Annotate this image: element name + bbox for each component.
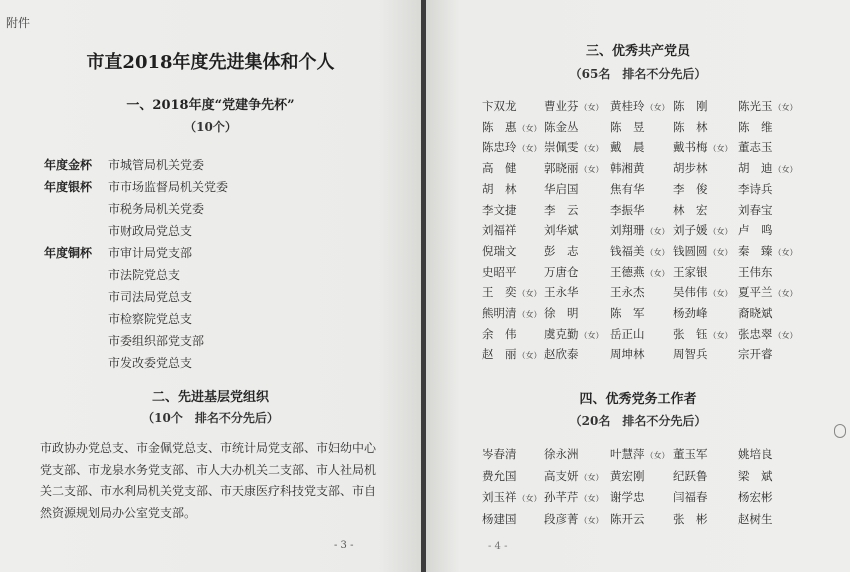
person-name: 赵树生 [738,511,773,526]
bronze-org-item: 市发改委党总支 [108,356,193,370]
page-number: - 3 - [334,540,354,551]
section2-body: 市政协办党总支、市金佩党总支、市统计局党支部、市妇幼中心党支部、市龙泉水务党支部、市人大办机关二支部、市人社局机关二支部、市水利局机关党支部、市天康医疗科技党支部、市自然资源规划局办公室党支部。 [40,441,377,520]
document-title: 市直2018年度先进集体和个人 [86,52,335,73]
person-name: 胡步林 [673,161,708,176]
party-member-name [673,222,733,238]
person-name: 余 伟 [482,326,517,341]
bronze-org-item: 市法院党总支 [108,268,181,282]
annex-label: 附件 [6,16,31,30]
party-member-name [544,160,604,176]
binding-ring [834,424,846,438]
person-name: 卢 鸣 [738,223,773,238]
party-member-name [738,326,798,342]
party-worker-name [544,511,604,527]
person-name: 黄桂玲 [610,99,645,113]
person-name: 韩湘黄 [610,161,645,176]
person-name: 陈 惠 [482,119,517,134]
person-name: 李诗兵 [738,181,773,196]
party-member-name [610,305,645,321]
party-member-name [673,305,708,321]
person-name: 钱圆圆 [673,243,708,258]
party-member-name [610,202,645,218]
person-name: 倪瑞文 [482,243,517,258]
party-member-name [738,222,773,238]
bronze-org-item: 市司法局党总支 [108,290,193,304]
person-name: 黄宏刚 [610,468,645,483]
party-member-name [482,98,517,114]
party-worker-name [544,489,604,505]
party-member-name [544,222,579,238]
person-name: 曹业芬 [544,99,579,113]
party-member-name [610,160,645,176]
party-member-name [482,264,517,280]
party-worker-name [738,511,773,527]
person-name: 林 宏 [673,202,708,217]
right-page [426,0,850,572]
party-member-name [673,160,708,176]
party-member-name [482,160,517,176]
party-member-name [738,160,798,176]
person-name: 王德燕 [610,264,645,279]
person-name: 王 奕 [482,285,517,300]
person-name: 赵欣泰 [544,347,579,362]
party-member-name [738,346,773,362]
person-name: 高 健 [482,161,517,176]
gender-note: （女） [773,165,798,175]
gender-note: （女） [645,103,670,112]
person-name: 钱福美 [610,243,645,258]
person-name: 周智兵 [673,347,708,362]
party-member-name [610,346,645,362]
person-name: 李文捷 [482,202,517,217]
person-name: 徐永洲 [544,447,579,461]
party-member-name [544,346,579,362]
gender-note: （女） [645,451,670,460]
silver-org-item: 市税务局机关党委 [108,202,205,216]
gender-note: （女） [773,103,798,112]
person-name: 张 钰 [673,326,708,341]
party-member-name [673,243,733,259]
party-member-name [610,326,645,342]
party-member-name [482,346,542,362]
party-member-name [482,222,517,238]
party-member-name [544,119,579,135]
bronze-cup-label: 年度铜杯 [44,246,93,260]
section4-title: 四、优秀党务工作者 [579,392,697,407]
gender-note: （女） [579,494,604,503]
party-member-name [610,119,645,135]
person-name: 陈 昱 [610,119,645,134]
gender-note: （女） [579,515,604,525]
person-name: 刘福祥 [482,223,517,238]
party-worker-name [544,468,604,484]
party-member-name [544,305,579,321]
person-name: 宗开睿 [738,347,773,362]
person-name: 李振华 [610,202,645,217]
gender-note: （女） [773,330,798,340]
party-worker-name [673,489,708,505]
gender-note: （女） [708,330,733,340]
gender-note: （女） [773,247,798,257]
party-member-name [673,202,708,218]
party-worker-name [738,468,773,484]
party-member-name [738,202,773,218]
party-worker-name [673,468,708,484]
person-name: 周坤林 [610,347,645,362]
party-worker-name [738,446,773,462]
party-member-name [544,202,579,218]
person-name: 陈光玉 [738,99,773,113]
person-name: 王家银 [673,264,708,279]
person-name: 王永华 [544,285,579,300]
person-name: 熊明清 [482,306,517,320]
party-member-name [544,326,604,342]
person-name: 郭晓丽 [544,161,579,176]
person-name: 戴 晨 [610,140,645,155]
person-name: 王永杰 [610,285,645,300]
party-member-name [738,305,773,321]
party-member-name [738,139,773,155]
section4-count: （20名 排名不分先后） [569,414,707,428]
person-name: 万唐仓 [544,264,579,279]
section2-title: 二、先进基层党组织 [151,390,269,405]
gender-note: （女） [708,227,733,237]
party-member-name [673,284,733,300]
person-name: 刘翔珊 [610,223,645,238]
person-name: 胡 林 [482,181,517,196]
person-name: 杨劲峰 [673,306,708,320]
gender-note: （女） [517,144,542,154]
party-member-name [673,139,733,155]
person-name: 崇佩雯 [544,140,579,155]
person-name: 谢学忠 [610,490,645,504]
person-name: 刘子媛 [673,223,708,238]
party-worker-name [482,511,517,527]
person-name: 陈 维 [738,119,773,134]
section2-count: （10个 排名不分先后） [142,411,279,425]
person-name: 岑春清 [482,447,517,461]
silver-cup-label: 年度银杯 [44,180,93,194]
gender-note: （女） [517,289,542,299]
party-member-name [673,326,733,342]
gender-note: （女） [645,227,670,237]
person-name: 费允国 [482,468,517,483]
person-name: 叶慧萍 [610,447,645,461]
person-name: 陈 林 [673,119,708,134]
party-worker-name [610,511,645,527]
person-name: 虞克勤 [544,326,579,341]
person-name: 杨宏彬 [738,490,773,504]
party-member-name [482,243,517,259]
gender-note: （女） [708,247,733,257]
person-name: 刘华斌 [544,223,579,238]
party-worker-name [738,489,773,505]
person-name: 李 云 [544,202,579,217]
person-name: 高支妍 [544,468,579,483]
person-name: 李 俊 [673,181,708,196]
party-member-name [544,243,579,259]
party-member-name [610,243,670,259]
gender-note: （女） [517,123,542,133]
person-name: 史昭平 [482,264,517,279]
person-name: 张忠翠 [738,326,773,341]
party-member-name [482,326,517,342]
person-name: 董玉军 [673,447,708,461]
party-member-name [673,119,708,135]
person-name: 岳正山 [610,326,645,341]
gender-note: （女） [517,351,542,361]
person-name: 梁 斌 [738,468,773,483]
person-name: 华启国 [544,181,579,196]
person-name: 夏平兰 [738,285,773,300]
person-name: 戴书梅 [673,140,708,155]
party-member-name [610,264,670,280]
person-name: 段彦菁 [544,511,579,526]
party-worker-name [482,468,517,484]
party-member-name [482,181,517,197]
gold-org-item: 市城管局机关党委 [108,158,205,172]
person-name: 刘玉祥 [482,490,517,504]
party-worker-name [610,468,645,484]
party-member-name [738,243,798,259]
person-name: 闫福春 [673,490,708,504]
person-name: 陈 刚 [673,99,708,113]
person-name: 孙芊芹 [544,490,579,504]
bronze-org-item: 市检察院党总支 [108,312,193,326]
person-name: 吴伟伟 [673,285,708,300]
party-worker-name [544,446,579,462]
gender-note: （女） [579,472,604,482]
section1-count: （10个） [184,120,237,134]
person-name: 纪跃鲁 [673,468,708,483]
section3-title: 三、优秀共产党员 [585,44,690,59]
person-name: 赵 丽 [482,347,517,362]
person-name: 张 彬 [673,511,708,526]
party-member-name [610,181,645,197]
party-member-name [544,139,604,155]
gender-note: （女） [773,289,798,299]
person-name: 彭 志 [544,243,579,258]
section3-count: （65名 排名不分先后） [569,67,707,81]
party-member-name [610,139,645,155]
party-member-name [544,181,579,197]
person-name: 董志玉 [738,140,773,155]
gender-note: （女） [645,268,670,278]
party-worker-name [482,446,517,462]
person-name: 卞双龙 [482,99,517,113]
left-page [0,0,421,572]
person-name: 王伟东 [738,264,773,279]
party-member-name [738,119,773,135]
gender-note: （女） [579,144,604,154]
party-worker-name [610,446,670,462]
party-member-name [673,98,708,114]
party-member-name [610,98,670,114]
silver-org-item: 市市场监督局机关党委 [108,180,229,194]
gender-note: （女） [645,247,670,257]
party-member-name [673,346,708,362]
party-member-name [544,264,579,280]
gender-note: （女） [517,494,542,503]
party-worker-name [673,446,708,462]
party-member-name [738,98,798,114]
party-member-name [738,284,798,300]
party-member-name [738,181,773,197]
person-name: 杨建国 [482,511,517,526]
bronze-org-item: 市审计局党支部 [108,246,193,260]
person-name: 陈开云 [610,511,645,526]
person-name: 陈 军 [610,306,645,320]
gender-note: （女） [708,289,733,299]
person-name: 焦有华 [610,181,645,196]
person-name: 陈金丛 [544,119,579,134]
party-worker-name [673,511,708,527]
party-worker-name [610,489,645,505]
person-name: 裔晓斌 [738,306,773,320]
party-worker-name [482,489,542,505]
bronze-org-item: 市委组织部党支部 [108,334,205,348]
section1-title: 一、2018年度“党建争先杯” [126,98,295,113]
party-member-name [673,181,708,197]
party-member-name [482,202,517,218]
gender-note: （女） [517,310,542,319]
party-member-name [544,98,604,114]
gender-note: （女） [579,165,604,175]
party-member-name [610,222,670,238]
party-member-name [610,284,645,300]
person-name: 陈忠玲 [482,140,517,155]
party-member-name [482,119,542,135]
person-name: 徐 明 [544,306,579,320]
person-name: 胡 迪 [738,161,773,176]
silver-org-item: 市财政局党总支 [108,224,193,238]
gold-cup-label: 年度金杯 [44,158,93,172]
person-name: 刘春宝 [738,202,773,217]
person-name: 秦 臻 [738,243,773,258]
gender-note: （女） [579,330,604,340]
party-member-name [482,139,542,155]
party-member-name [544,284,579,300]
party-member-name [738,264,773,280]
person-name: 姚培良 [738,447,773,461]
page-number: - 4 - [488,541,508,552]
party-member-name [482,305,542,321]
gender-note: （女） [708,144,733,154]
party-member-name [482,284,542,300]
party-member-name [673,264,708,280]
gender-note: （女） [579,103,604,112]
